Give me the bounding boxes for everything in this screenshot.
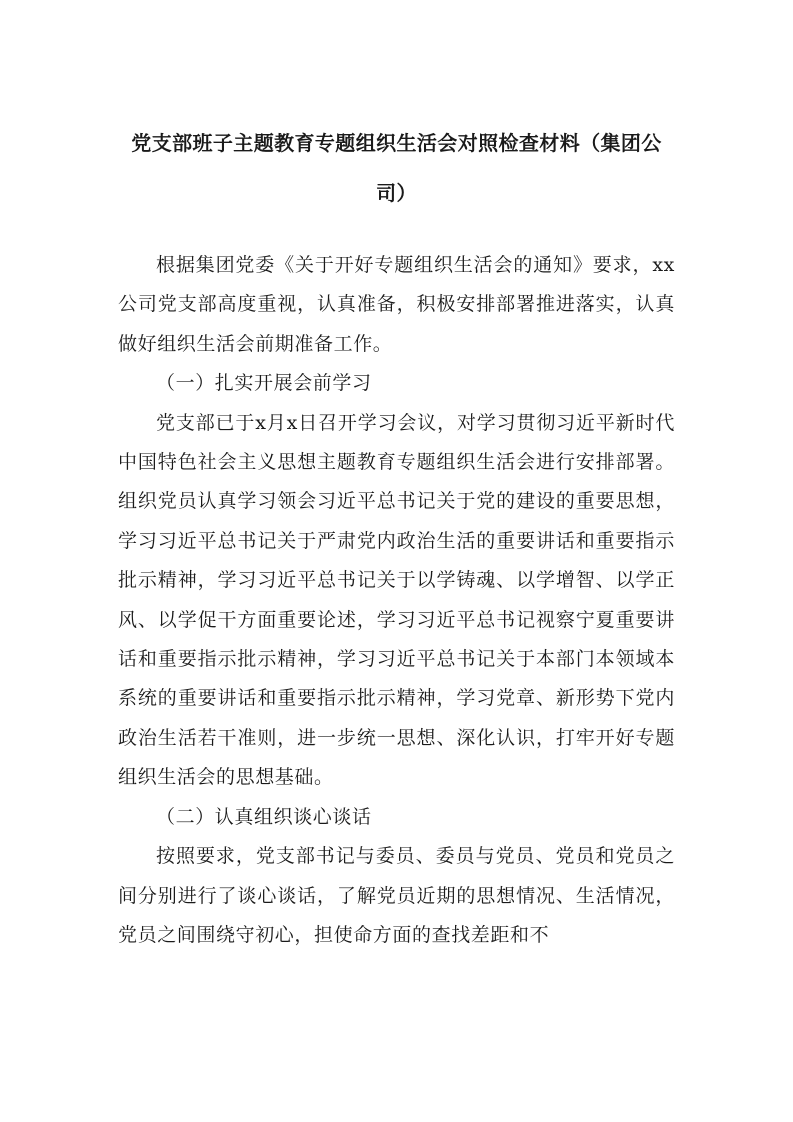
document-title-line-2: 司） [376,181,417,205]
intro-paragraph: 根据集团党委《关于开好专题组织生活会的通知》要求，xx公司党支部高度重视，认真准备，积极安排部署推进落实，认真做好组织生活会前期准备工作。 [118,254,675,355]
section-heading-1: （一）扎实开展会前学习 [156,372,372,395]
talk-paragraph: 按照要求，党支部书记与委员、委员与党员、党员和党员之间分别进行了谈心谈话，了解党员近期的思想情况、生活情况，党员之间围绕守初心，担使命方面的查找差距和不 [118,845,675,946]
document-body [118,246,675,955]
study-paragraph: 党支部已于x月x日召开学习会议，对学习贯彻习近平新时代中国特色社会主义思想主题教育专题组织生活会进行安排部署。组织党员认真学习领会习近平总书记关于党的建设的重要思想，学习习近平总书记关于严肃党内政治生活的重要讲话和重要指示批示精神，学习习近平总书记关于以学铸魂、以学增智、以学正风、以学促干方面重要论述，学习习近平总书记视察宁夏重要讲话和重要指示批示精神，学习习近平总书记关于本部门本领域本系统的重要讲话和重要指示批示精神，学习党章、新形势下党内政治生活若干准则，进一步统一思想、深化认识，打牢开好专题组织生活会的思想基础。 [118,411,675,789]
document-title-line-1: 党支部班子主题教育专题组织生活会对照检查材料（集团公 [131,131,662,155]
section-heading-2: （二）认真组织谈心谈话 [156,805,372,828]
